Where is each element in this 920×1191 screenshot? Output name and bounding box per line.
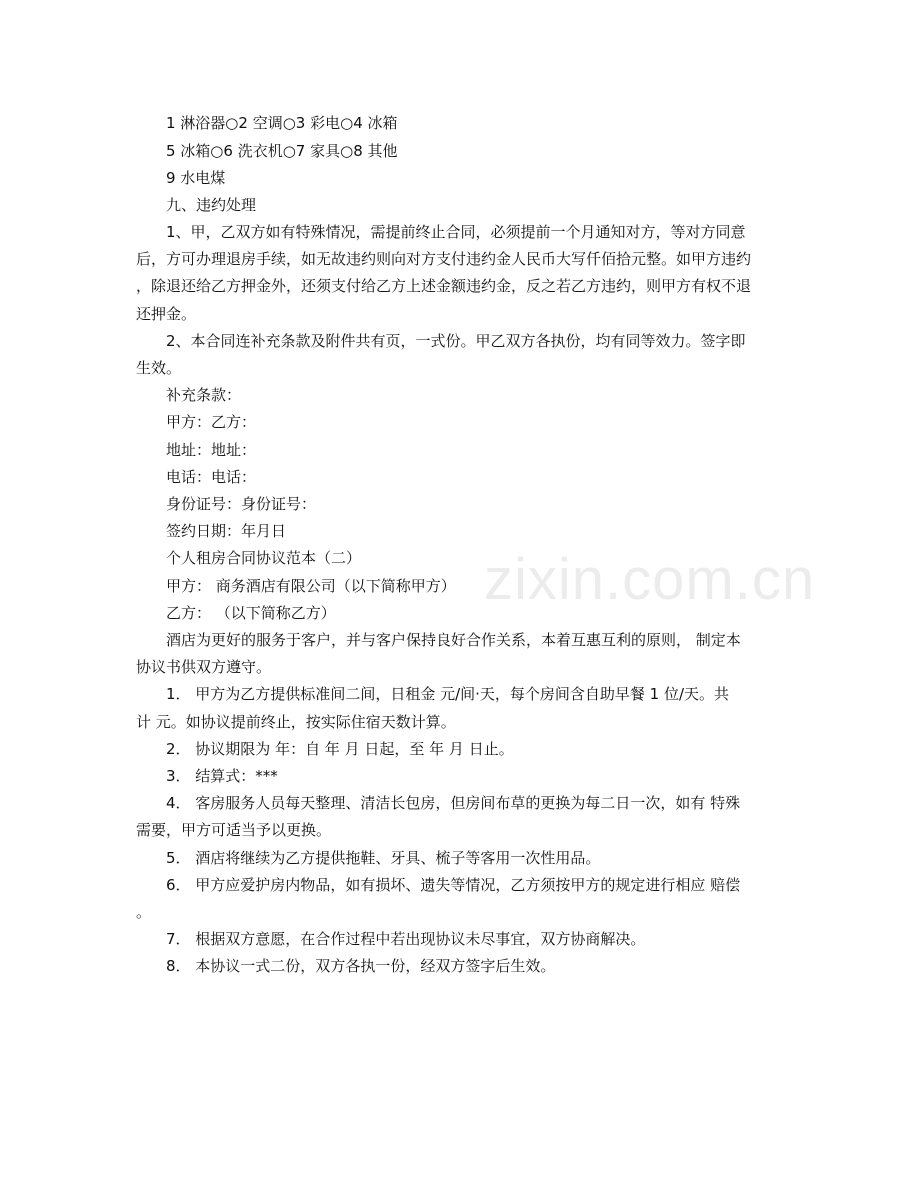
paragraph-line: 酒店为更好的服务于客户，并与客户保持良好合作关系，本着互惠互利的原则， 制定本 — [166, 631, 741, 649]
paragraph-line: 1、甲，乙双方如有特殊情况，需提前终止合同，必须提前一个月通知对方，等对方同意 — [166, 223, 746, 241]
equipment-line-2: 5 冰箱○6 洗衣机○7 家具○8 其他 — [166, 142, 398, 160]
party-a-line: 甲方： 商务酒店有限公司（以下简称甲方） — [166, 577, 456, 595]
clause-line: 。 — [136, 903, 152, 921]
phone-field: 电话：电话： — [166, 468, 257, 486]
equipment-line-3: 9 水电煤 — [166, 169, 226, 187]
paragraph-line: ，除退还给乙方押金外，还须支付给乙方上述金额违约金，反之若乙方违约，则甲方有权不退 — [136, 277, 752, 295]
document-title: 个人租房合同协议范本（二） — [166, 549, 362, 567]
clause-line: 3． 结算式：*** — [166, 767, 278, 785]
paragraph-line: 2、本合同连补充条款及附件共有页，一式份。甲乙双方各执份，均有同等效力。签字即 — [166, 332, 746, 350]
clause-line: 2． 协议期限为 年：自 年 月 日起，至 年 月 日止。 — [166, 740, 514, 758]
paragraph-line: 后，方可办理退房手续，如无故违约则向对方支付违约金人民币大写仟佰拾元整。如甲方违约 — [136, 250, 752, 268]
equipment-line-1: 1 淋浴器○2 空调○3 彩电○4 冰箱 — [166, 114, 398, 132]
clause-line: 4． 客房服务人员每天整理、清洁长包房，但房间布草的更换为每二日一次，如有 特殊 — [166, 794, 741, 812]
clause-line: 需要，甲方可适当予以更换。 — [136, 821, 332, 839]
clause-line: 8． 本协议一式二份，双方各执一份，经双方签字后生效。 — [166, 957, 556, 975]
id-number-field: 身份证号：身份证号： — [166, 495, 317, 513]
supplementary-clause-label: 补充条款： — [166, 386, 242, 404]
clause-line: 5． 酒店将继续为乙方提供拖鞋、牙具、梳子等客用一次性用品。 — [166, 849, 601, 867]
party-b-line: 乙方： （以下简称乙方） — [166, 604, 336, 622]
watermark: zixin.com.cn — [484, 547, 816, 612]
signing-date-field: 签约日期：年月日 — [166, 522, 287, 540]
address-field: 地址：地址： — [166, 441, 257, 459]
clause-line: 7． 根据双方意愿，在合作过程中若出现协议未尽事宜，双方协商解决。 — [166, 930, 646, 948]
clause-line: 6． 甲方应爱护房内物品，如有损坏、遗失等情况，乙方须按甲方的规定进行相应 赔偿 — [166, 876, 741, 894]
paragraph-line: 协议书供双方遵守。 — [136, 658, 272, 676]
clause-line: 1． 甲方为乙方提供标准间二间，日租金 元/间·天，每个房间含自助早餐 1 位/天。共 — [166, 685, 730, 703]
paragraph-line: 生效。 — [136, 359, 182, 377]
section-heading-breach: 九、违约处理 — [166, 196, 257, 214]
clause-line: 计 元。如协议提前终止，按实际住宿天数计算。 — [136, 713, 456, 731]
paragraph-line: 还押金。 — [136, 305, 197, 323]
party-field: 甲方：乙方： — [166, 413, 257, 431]
